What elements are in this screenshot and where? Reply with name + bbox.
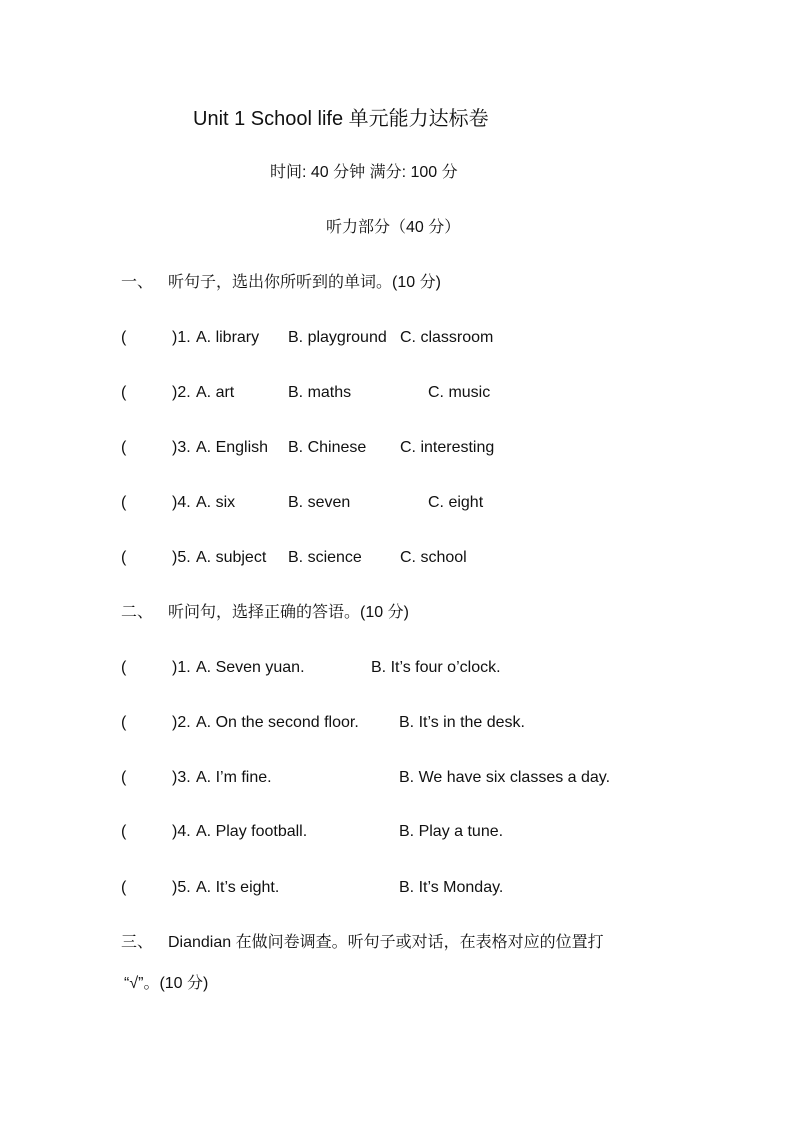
option-a: A. Play football. xyxy=(196,823,308,840)
option-b: B. We have six classes a day. xyxy=(399,769,611,786)
question-number: )5. xyxy=(172,879,191,896)
option-b: B. maths xyxy=(288,384,352,401)
option-a: A. art xyxy=(196,384,235,401)
question-number: )1. xyxy=(172,659,191,676)
question-number: )3. xyxy=(172,769,191,786)
question-number: )2. xyxy=(172,714,191,731)
question-number: )4. xyxy=(172,823,191,840)
option-a: A. six xyxy=(196,494,236,511)
question-number: )2. xyxy=(172,384,191,401)
answer-blank-open-paren[interactable]: ( xyxy=(121,659,127,676)
answer-blank-open-paren[interactable]: ( xyxy=(121,823,127,840)
option-b: B. It’s in the desk. xyxy=(399,714,525,731)
option-a: A. subject xyxy=(196,549,267,566)
time-info: 时间: 40 分钟 满分: 100 分 xyxy=(270,164,458,181)
option-c: C. eight xyxy=(428,494,484,511)
answer-blank-open-paren[interactable]: ( xyxy=(121,769,127,786)
option-b: B. playground xyxy=(288,329,387,346)
option-a: A. English xyxy=(196,439,269,456)
answer-blank-open-paren[interactable]: ( xyxy=(121,329,127,346)
page-title: Unit 1 School life 单元能力达标卷 xyxy=(193,108,489,130)
option-b: B. It’s Monday. xyxy=(399,879,504,896)
option-c: C. classroom xyxy=(400,329,494,346)
section-1-number: 一、 xyxy=(121,274,154,291)
section-2-instruction: 听问句，选择正确的答语。(10 分) xyxy=(168,604,409,621)
answer-blank-open-paren[interactable]: ( xyxy=(121,714,127,731)
question-number: )1. xyxy=(172,329,191,346)
option-b: B. seven xyxy=(288,494,351,511)
option-b: B. science xyxy=(288,549,362,566)
question-number: )3. xyxy=(172,439,191,456)
section-1-instruction: 听句子，选出你所听到的单词。(10 分) xyxy=(168,274,441,291)
answer-blank-open-paren[interactable]: ( xyxy=(121,549,127,566)
section-2-number: 二、 xyxy=(121,604,154,621)
option-a: A. library xyxy=(196,329,260,346)
option-c: C. music xyxy=(428,384,491,401)
option-b: B. It’s four o’clock. xyxy=(371,659,501,676)
option-a: A. It’s eight. xyxy=(196,879,280,896)
answer-blank-open-paren[interactable]: ( xyxy=(121,879,127,896)
section-3-number: 三、 xyxy=(121,934,154,951)
option-b: B. Play a tune. xyxy=(399,823,504,840)
answer-blank-open-paren[interactable]: ( xyxy=(121,439,127,456)
part-title: 听力部分（40 分） xyxy=(326,219,461,236)
answer-blank-open-paren[interactable]: ( xyxy=(121,384,127,401)
section-3-instruction-line2: “√”。(10 分) xyxy=(124,975,209,992)
section-3-instruction-line1: Diandian 在做问卷调查。听句子或对话，在表格对应的位置打 xyxy=(168,934,604,951)
option-a: A. Seven yuan. xyxy=(196,659,305,676)
option-c: C. interesting xyxy=(400,439,495,456)
question-number: )4. xyxy=(172,494,191,511)
answer-blank-open-paren[interactable]: ( xyxy=(121,494,127,511)
option-c: C. school xyxy=(400,549,467,566)
option-a: A. I’m fine. xyxy=(196,769,272,786)
option-b: B. Chinese xyxy=(288,439,367,456)
question-number: )5. xyxy=(172,549,191,566)
option-a: A. On the second floor. xyxy=(196,714,359,731)
